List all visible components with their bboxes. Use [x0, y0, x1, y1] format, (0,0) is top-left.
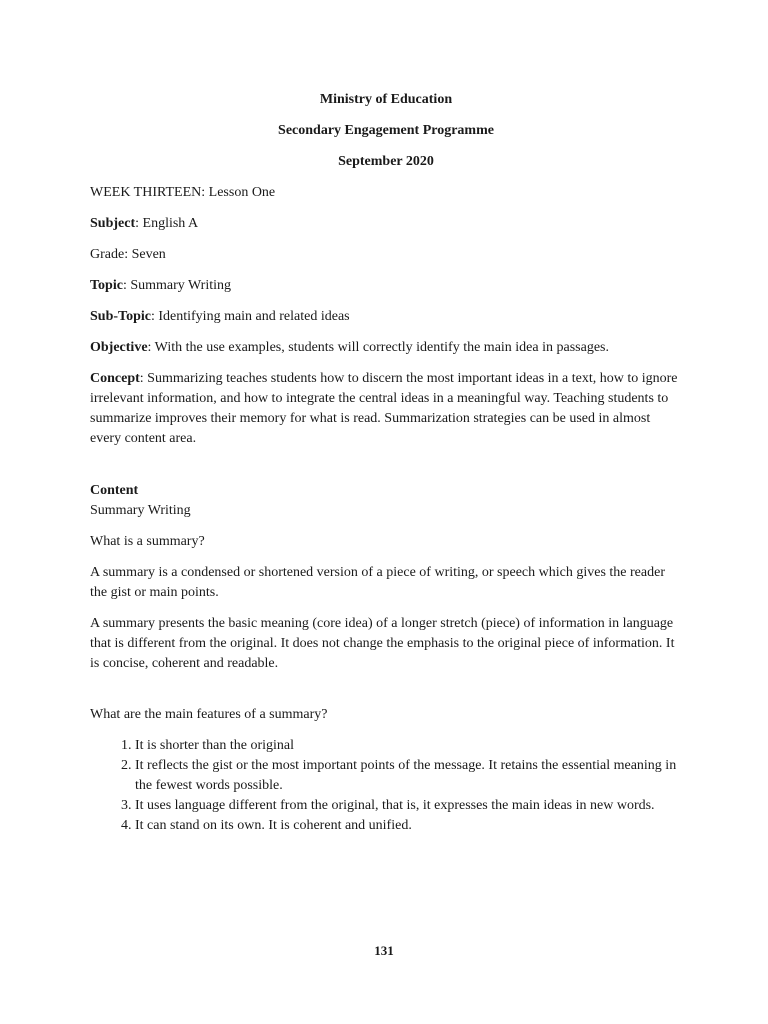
- list-item: 4. It can stand on its own. It is coherent and unified.: [135, 816, 682, 836]
- content-subheading: Summary Writing: [90, 503, 191, 518]
- list-item: 3. It uses language different from the original, that is, it expresses the main ideas in new words.: [135, 796, 682, 816]
- summary-description: A summary presents the basic meaning (core idea) of a longer stretch (piece) of information in language that is different from the original. It does not change the emphasis to the original piece of information. It is concise, coherent and readable.: [90, 616, 675, 671]
- subject-line: [90, 214, 682, 234]
- subtopic-line: [90, 307, 682, 327]
- objective-label: Objective: [90, 340, 148, 355]
- objective-line: [90, 338, 682, 358]
- topic-line: [90, 276, 682, 296]
- objective-value: : With the use examples, students will correctly identify the main idea in passages.: [147, 340, 609, 355]
- week-line: WEEK THIRTEEN: Lesson One: [90, 185, 276, 200]
- question-what-is-summary: What is a summary?: [90, 534, 205, 549]
- summary-definition: A summary is a condensed or shortened version of a piece of writing, or speech which gives the reader the gist or main points.: [90, 565, 665, 600]
- header-date: September 2020: [338, 154, 434, 169]
- subject-label: Subject: [90, 216, 136, 231]
- features-list: [90, 736, 682, 836]
- list-item: 1. It is shorter than the original: [135, 736, 682, 756]
- topic-value: : Summary Writing: [122, 278, 232, 293]
- subtopic-value: : Identifying main and related ideas: [150, 309, 350, 324]
- document-page: [90, 90, 682, 836]
- content-heading: Content: [90, 483, 139, 498]
- list-item: 2. It reflects the gist or the most important points of the message. It retains the essential meaning in the fewest words possible.: [135, 756, 682, 796]
- page-number: 131: [374, 943, 394, 958]
- concept-label: Concept: [90, 371, 140, 386]
- topic-label: Topic: [90, 278, 123, 293]
- question-features: What are the main features of a summary?: [90, 707, 328, 722]
- grade-line: Grade: Seven: [90, 247, 166, 262]
- subtopic-label: Sub-Topic: [90, 309, 151, 324]
- concept-paragraph: [90, 369, 682, 449]
- header-programme: Secondary Engagement Programme: [278, 123, 494, 138]
- concept-value: : Summarizing teaches students how to discern the most important ideas in a text, how to ignore irrelevant information, and how to integrate the central ideas in a meaningful way. Teaching students to summarize improves their memory for what is read. Summarization strategies can be used in almost every content area.: [90, 371, 678, 446]
- subject-value: : English A: [135, 216, 199, 231]
- header-ministry: Ministry of Education: [319, 92, 453, 107]
